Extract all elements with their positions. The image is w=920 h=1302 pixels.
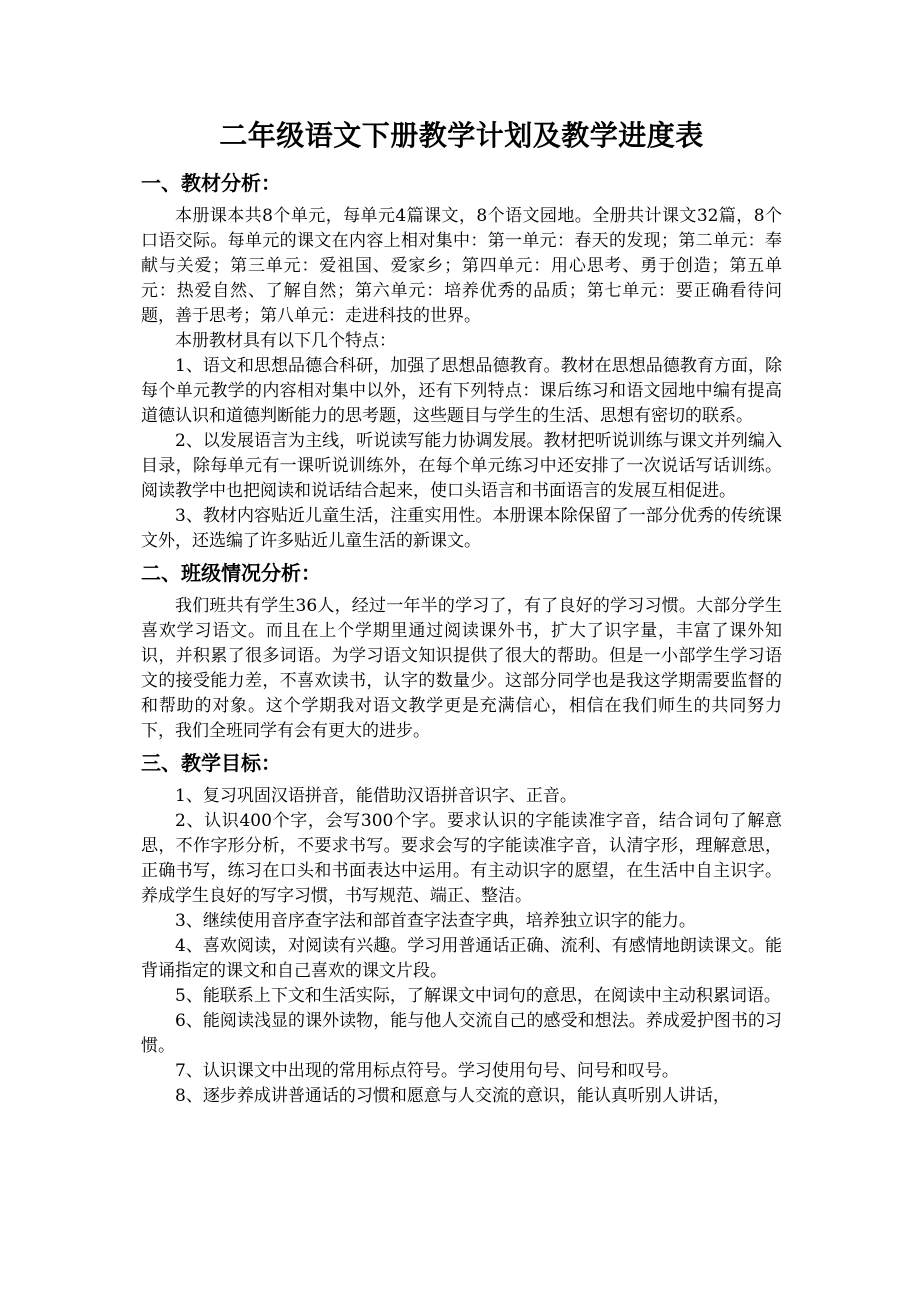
- paragraph: 3、教材内容贴近儿童生活，注重实用性。本册课本除保留了一部分优秀的传统课文外，还选编了许多贴近儿童生活的新课文。: [141, 506, 782, 551]
- paragraph: 我们班共有学生36人，经过一年半的学习了，有了良好的学习习惯。大部分学生喜欢学习语文。而且在上个学期里通过阅读课外书，扩大了识字量，丰富了课外知识，并积累了很多词语。为学习语文知识提供了很大的帮助。但是一小部学生学习语文的接受能力差，不喜欢读书，认字的数量少。这部分同学也是我这学期需要监督的和帮助的对象。这个学期我对语文教学更是充满信心，相信在我们师生的共同努力下，我们全班同学有会有更大的进步。: [141, 596, 782, 741]
- paragraph: 4、喜欢阅读，对阅读有兴趣。学习用普通话正确、流利、有感情地朗读课文。能背诵指定的课文和自己喜欢的课文片段。: [141, 936, 782, 981]
- paragraph: 本册教材具有以下几个特点：: [175, 331, 396, 351]
- document-title: 二年级语文下册教学计划及教学进度表: [219, 119, 704, 152]
- paragraph: 1、语文和思想品德合科研，加强了思想品德教育。教材在思想品德教育方面，除每个单元教学的内容相对集中以外，还有下列特点：课后练习和语文园地中编有提高道德认识和道德判断能力的思考题，这些题目与学生的生活、思想有密切的联系。: [141, 356, 782, 426]
- section-class-analysis: [141, 558, 782, 744]
- section-heading: 三、教学目标：: [141, 751, 281, 775]
- paragraph: 2、以发展语言为主线，听说读写能力协调发展。教材把听说训练与课文并列编入目录，除每单元有一课听说训练外，在每个单元练习中还安排了一次说话写话训练。阅读教学中也把阅读和说话结合起来，使口头语言和书面语言的发展互相促进。: [141, 431, 782, 501]
- paragraph: 2、认识400个字，会写300个字。要求认识的字能读准字音，结合词句了解意思，不作字形分析，不要求书写。要求会写的字能读准字音，认清字形，理解意思，正确书写，练习在口头和书面表达中运用。有主动识字的愿望，在生活中自主识字。养成学生良好的写字习惯，书写规范、端正、整洁。: [141, 811, 782, 906]
- paragraph: 8、逐步养成讲普通话的习惯和愿意与人交流的意识，能认真听别人讲话，: [175, 1086, 730, 1106]
- paragraph: 6、能阅读浅显的课外读物，能与他人交流自己的感受和想法。养成爱护图书的习惯。: [141, 1011, 782, 1056]
- paragraph: 3、继续使用音序查字法和部首查字法查字典，培养独立识字的能力。: [175, 911, 696, 931]
- paragraph: 7、认识课文中出现的常用标点符号。学习使用句号、问号和叹号。: [175, 1061, 679, 1081]
- paragraph: 本册课本共8个单元，每单元4篇课文，8个语文园地。全册共计课文32篇，8个口语交际。每单元的课文在内容上相对集中：第一单元：春天的发现；第二单元：奉献与关爱；第三单元：爱祖国、爱家乡；第四单元：用心思考、勇于创造；第五单元：热爱自然、了解自然；第六单元：培养优秀的品质；第七单元：要正确看待问题，善于思考；第八单元：走进科技的世界。: [141, 206, 782, 326]
- section-teaching-goals: [141, 748, 782, 1109]
- section-heading: 一、教材分析：: [141, 171, 281, 195]
- paragraph: 1、复习巩固汉语拼音，能借助汉语拼音识字、正音。: [175, 786, 577, 806]
- section-textbook-analysis: [141, 168, 782, 554]
- paragraph: 5、能联系上下文和生活实际，了解课文中词句的意思，在阅读中主动积累词语。: [175, 986, 781, 1006]
- section-heading: 二、班级情况分析：: [141, 561, 321, 585]
